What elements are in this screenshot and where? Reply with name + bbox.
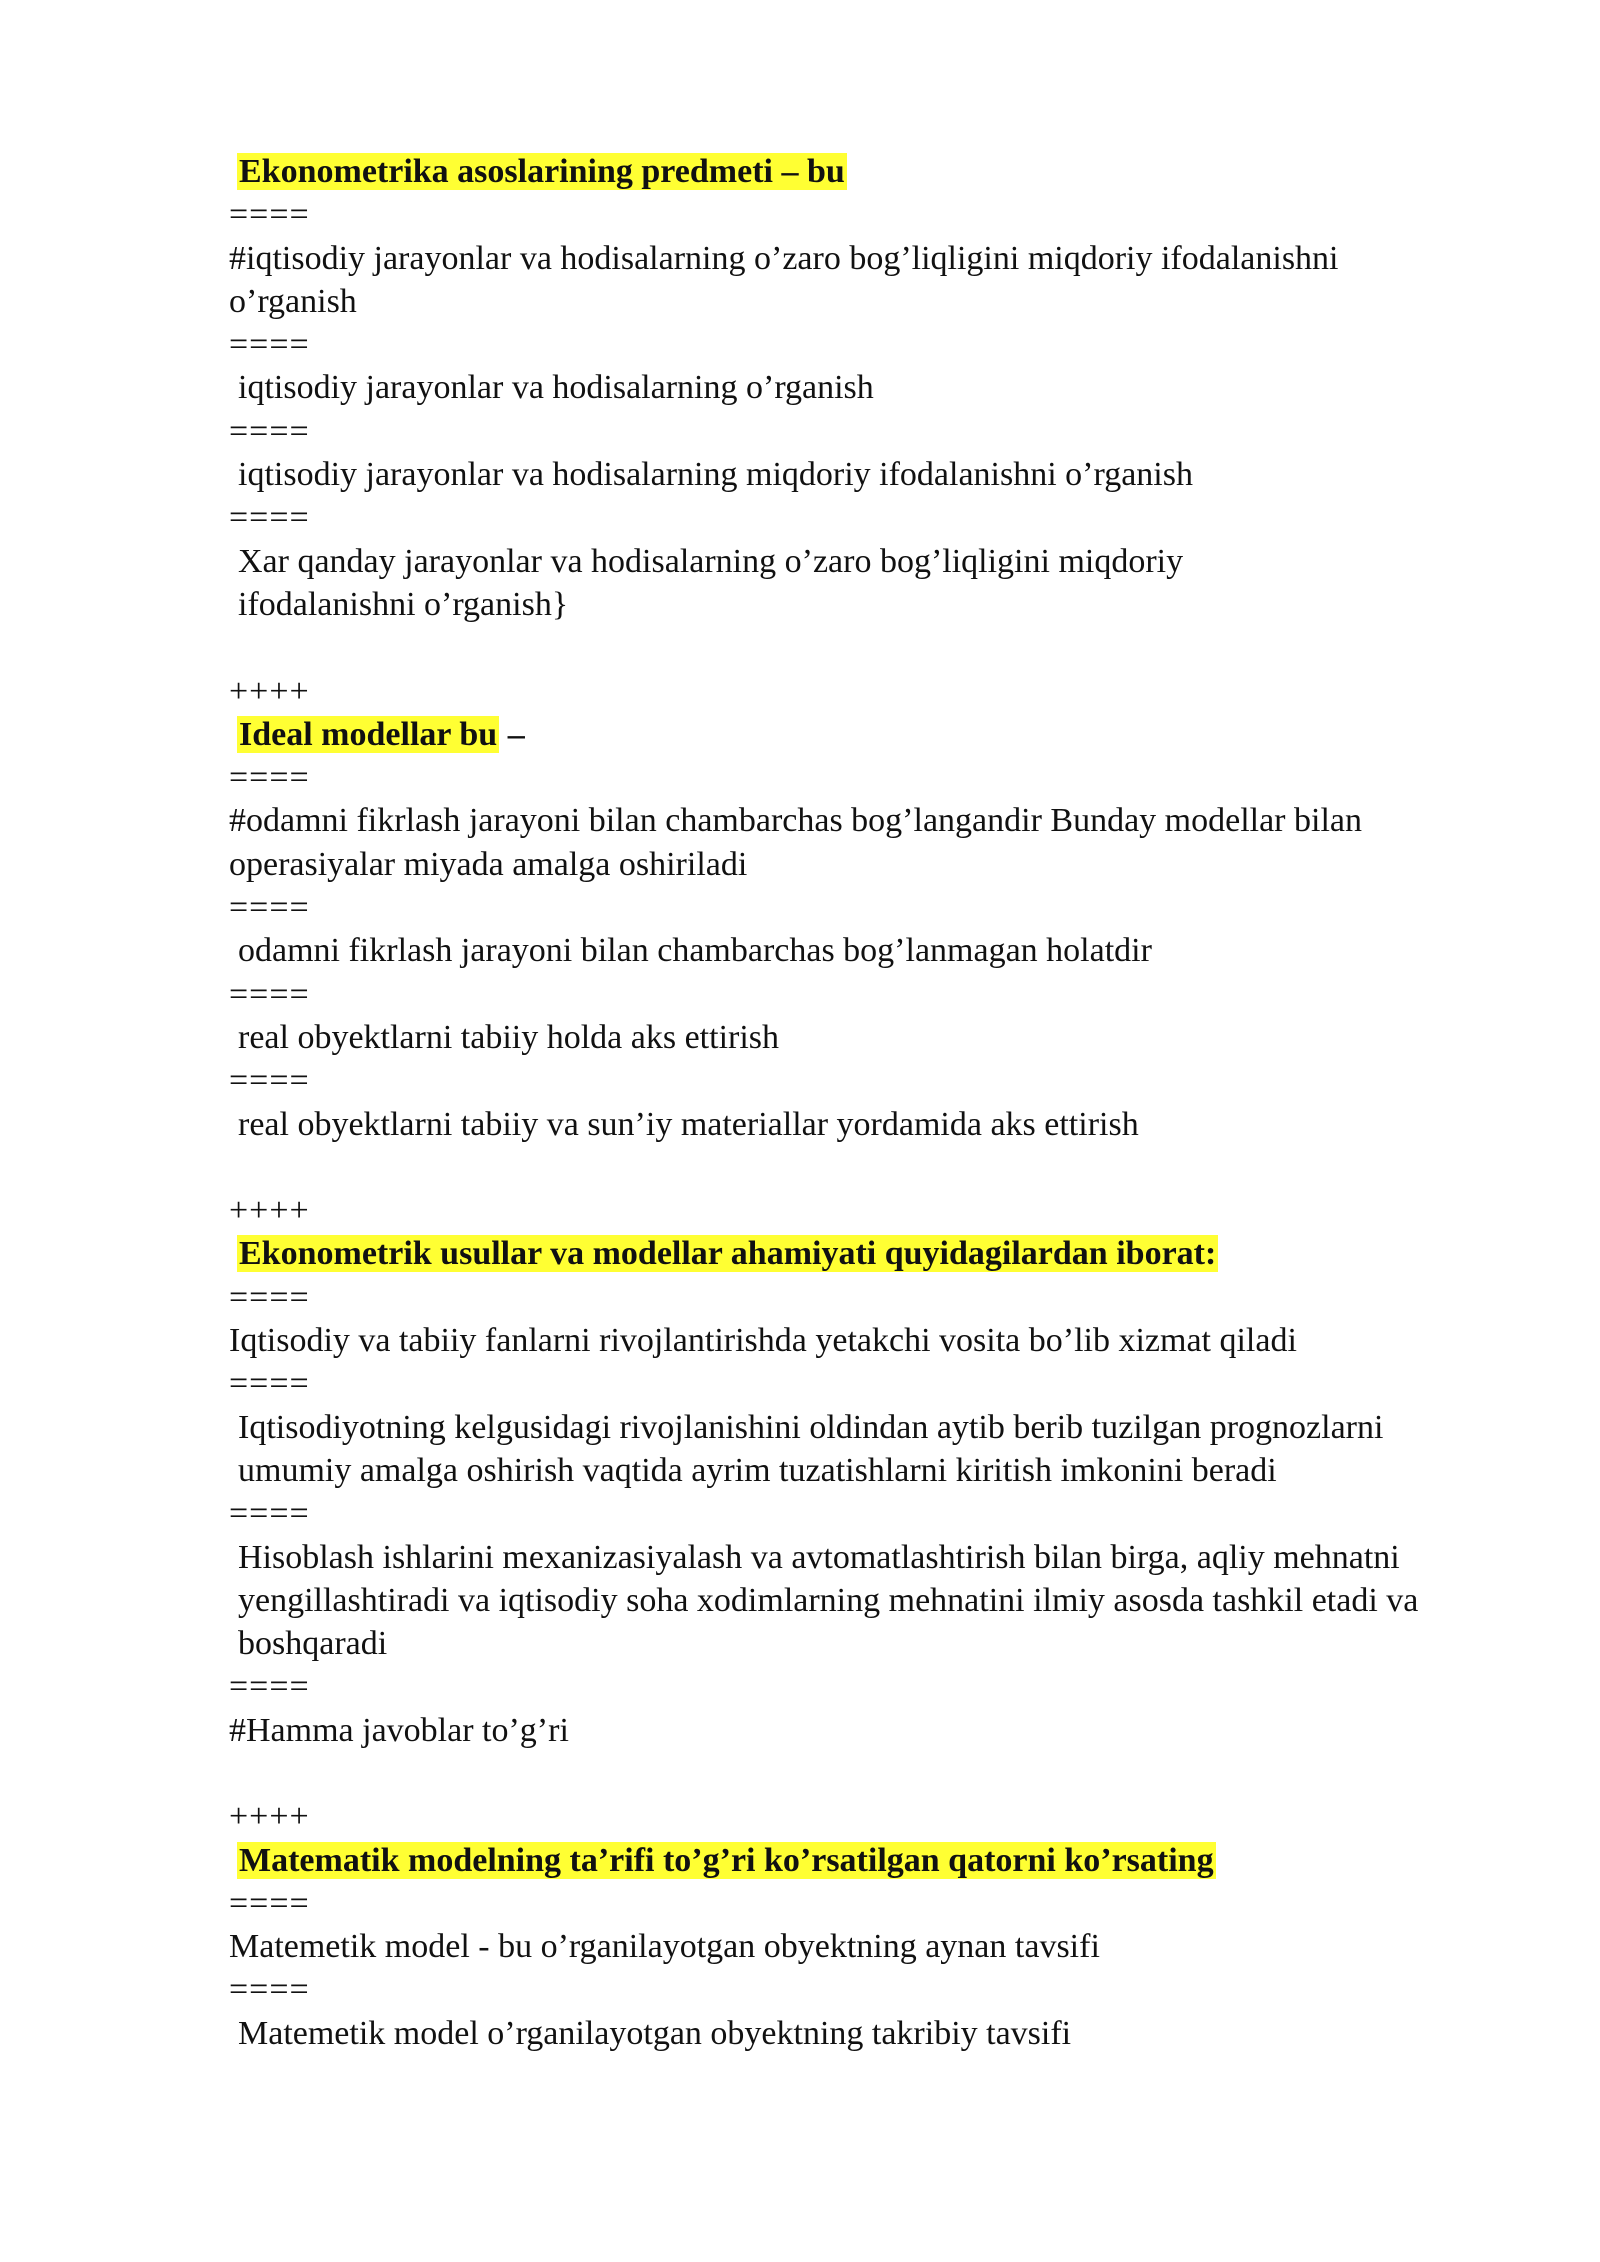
answer-option: Iqtisodiyotning kelgusidagi rivojlanishini oldindan aytib berib tuzilgan prognozlarni umumiy amalga oshirish vaqtida ayrim tuzatishlarni kiritish imkonini beradi xyxy=(238,1408,1392,1489)
question-text xyxy=(229,150,1470,193)
answer-separator: ==== xyxy=(229,1668,310,1706)
question-block-4 xyxy=(229,1795,1470,2055)
answer-option: iqtisodiy jarayonlar va hodisalarning miqdoriy ifodalanishni o’rganish xyxy=(238,456,1193,494)
answer-separator: ==== xyxy=(229,1278,310,1316)
answer-separator: ==== xyxy=(229,975,310,1013)
block-marker: ++++ xyxy=(229,1192,310,1230)
answer-option: Iqtisodiy va tabiiy fanlarni rivojlantirishda yetakchi vosita bo’lib xizmat qiladi xyxy=(229,1322,1297,1360)
answer-separator: ==== xyxy=(229,196,310,234)
answer-option: Matemetik model - bu o’rganilayotgan obyektning aynan tavsifi xyxy=(229,1928,1100,1966)
answer-separator: ==== xyxy=(229,326,310,364)
answer-separator: ==== xyxy=(229,1495,310,1533)
answer-option: #Hamma javoblar to’g’ri xyxy=(229,1711,569,1749)
question-block-3 xyxy=(229,1189,1470,1752)
answer-option: odamni fikrlash jarayoni bilan chambarchas bog’lanmagan holatdir xyxy=(238,932,1152,970)
question-highlight: Ekonometrika asoslarining predmeti – bu xyxy=(239,153,845,190)
question-block-2 xyxy=(229,670,1470,1146)
answer-option: #odamni fikrlash jarayoni bilan chambarchas bog’langandir Bunday modellar bilan operasiyalar miyada amalga oshiriladi xyxy=(229,802,1371,883)
question-highlight: Matematik modelning ta’rifi to’g’ri ko’rsatilgan qatorni ko’rsating xyxy=(239,1841,1214,1879)
answer-option: real obyektlarni tabiiy va sun’iy materiallar yordamida aks ettirish xyxy=(238,1105,1139,1143)
answer-separator: ==== xyxy=(229,1062,310,1100)
answer-separator: ==== xyxy=(229,759,310,797)
question-highlight: Ekonometrik usullar va modellar ahamiyati quyidagilardan iborat: xyxy=(239,1235,1217,1273)
answer-option: Matemetik model o’rganilayotgan obyektning takribiy tavsifi xyxy=(238,2014,1072,2052)
block-marker: ++++ xyxy=(229,1798,310,1836)
answer-option: iqtisodiy jarayonlar va hodisalarning o’rganish xyxy=(238,369,874,407)
answer-option: real obyektlarni tabiiy holda aks ettirish xyxy=(238,1018,780,1056)
answer-separator: ==== xyxy=(229,1884,310,1922)
question-block-1 xyxy=(229,150,1470,626)
answer-separator: ==== xyxy=(229,1971,310,2009)
answer-separator: ==== xyxy=(229,499,310,537)
block-marker: ++++ xyxy=(229,672,310,710)
answer-option: Xar qanday jarayonlar va hodisalarning o’zaro bog’liqligini miqdoriy ifodalanishni o’rganish} xyxy=(238,542,1192,623)
answer-separator: ==== xyxy=(229,889,310,927)
question-suffix: – xyxy=(499,715,525,753)
question-text xyxy=(229,1232,1470,1275)
answer-separator: ==== xyxy=(229,1365,310,1403)
answer-option: #iqtisodiy jarayonlar va hodisalarning o’zaro bog’liqligini miqdoriy ifodalanishni o’rganish xyxy=(229,239,1347,320)
answer-separator: ==== xyxy=(229,412,310,450)
question-text xyxy=(229,713,1470,756)
question-text xyxy=(229,1839,1470,1882)
answer-option: Hisoblash ishlarini mexanizasiyalash va avtomatlashtirish bilan birga, aqliy mehnatni yengillashtiradi va iqtisodiy soha xodimlarning mehnatini ilmiy asosda tashkil etadi va boshqaradi xyxy=(238,1538,1427,1663)
question-highlight: Ideal modellar bu xyxy=(239,715,498,753)
